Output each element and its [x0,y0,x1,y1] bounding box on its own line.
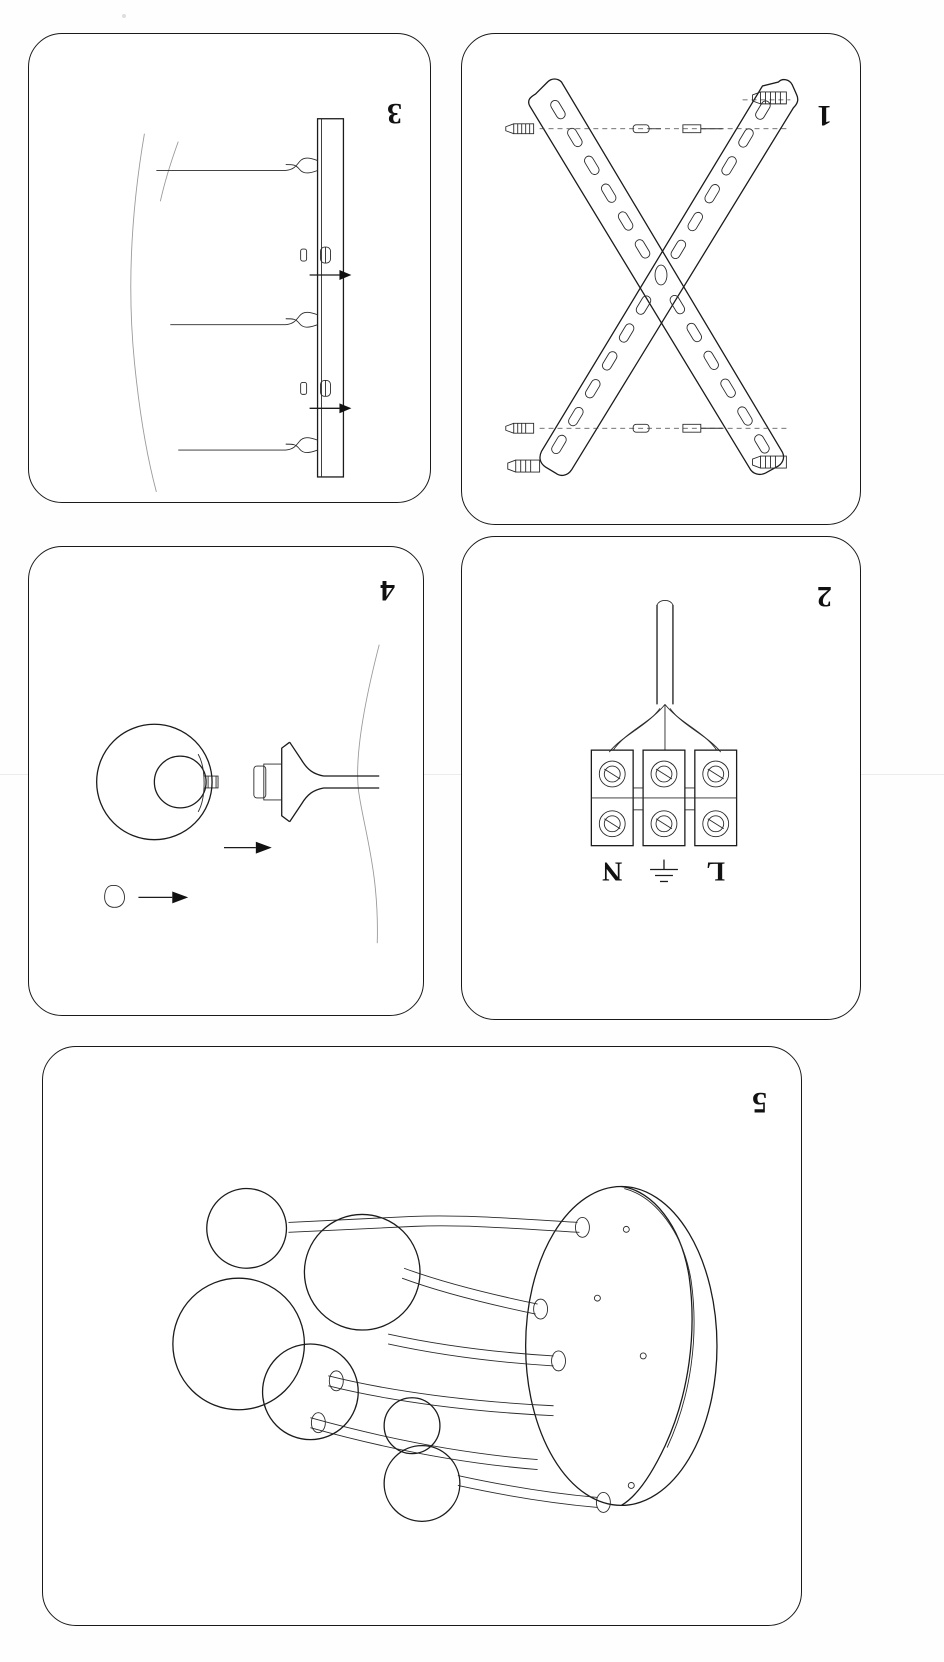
canopy-plate [318,119,344,477]
screw-icon [506,124,534,134]
rod-group [156,158,317,453]
screw-icon-2 [683,125,723,133]
terminal-labels [602,856,725,887]
panel-1-drawing [462,34,860,524]
lamp-arms [288,1216,646,1513]
ring-fitting [105,885,189,907]
supply-cable [609,600,720,752]
panel-3-drawing [29,34,430,502]
panel-step-5 [42,1046,802,1626]
screw-icon-b [301,380,331,396]
panel-step-1 [461,33,861,525]
screw-icon-7 [508,460,540,472]
step-number-4: 4 [380,574,395,607]
arrow-right-icon-1 [310,270,352,280]
arrow-right-icon-3 [224,842,272,854]
scan-artifact-top [122,14,126,18]
arrow-right-icon-2 [310,403,352,413]
step-number-5: 5 [752,1086,767,1119]
label-neutral: N [602,855,623,887]
panel-step-2 [461,536,861,1020]
panel-5-drawing [43,1047,801,1625]
label-live: L [706,855,726,887]
panel-step-3 [28,33,431,503]
fixing-set-top-left [506,124,791,134]
panel-2-drawing [462,537,860,1019]
panel-step-4 [28,546,424,1016]
panel-4-drawing [29,547,423,1015]
screw-icon-6 [753,456,787,468]
terminal-block [591,750,736,846]
step-number-1: 1 [817,99,832,132]
step-number-3: 3 [387,97,402,130]
earth-icon [650,860,678,882]
step-number-2: 2 [817,580,832,613]
screw-icon-4 [506,423,534,433]
screw-icon-5 [683,424,723,432]
globe-shades [173,1189,460,1522]
fixing-set-top-right [743,92,791,104]
canopy-disc [526,1187,717,1506]
cross-bracket [529,79,798,475]
screw-icon-a [301,247,331,263]
lamp-holder [254,742,379,822]
fixing-set-bottom-left [506,423,791,433]
